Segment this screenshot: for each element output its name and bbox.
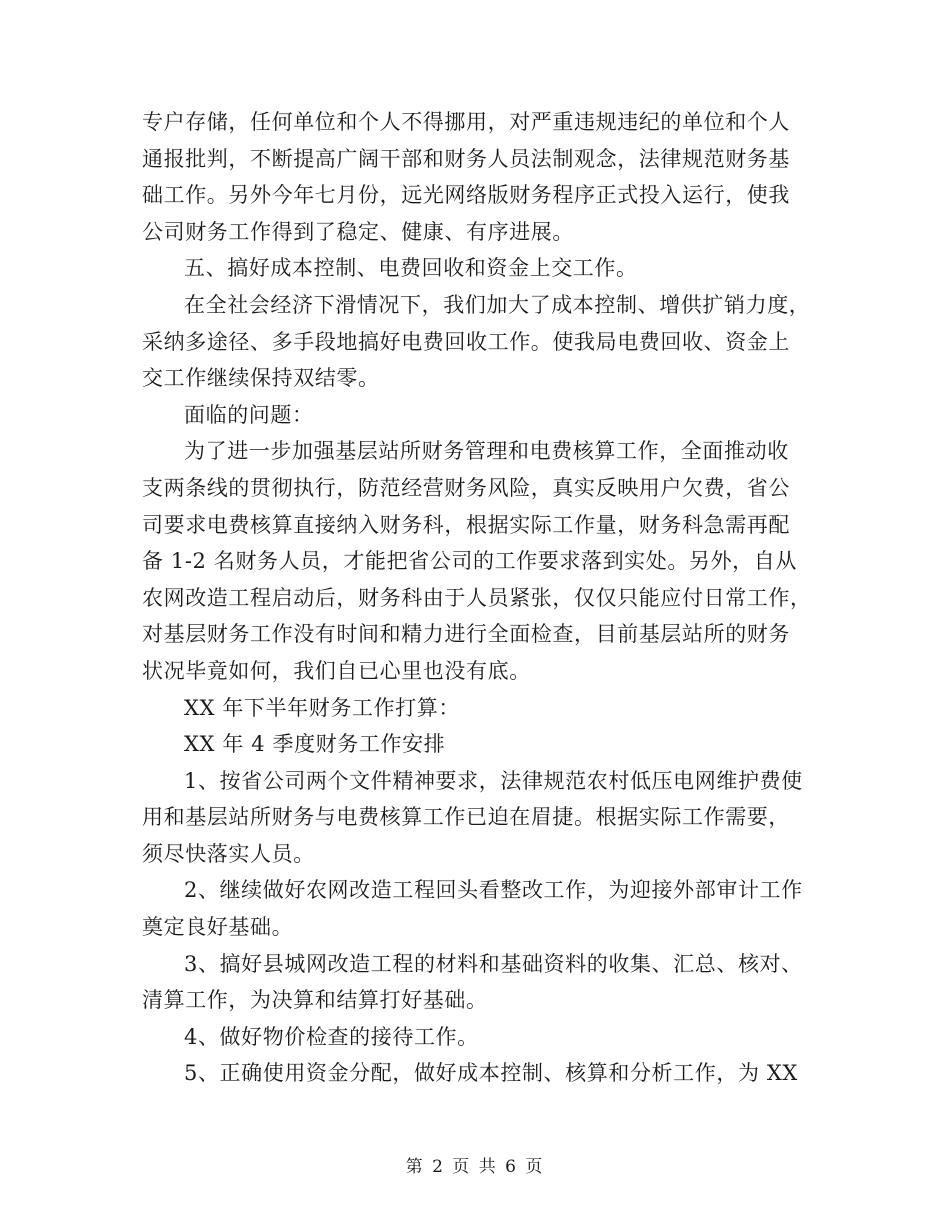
section-heading: XX 年下半年财务工作打算： (184, 695, 460, 720)
list-item: 4、做好物价检查的接待工作。 (184, 1024, 479, 1049)
text-line: 支两条线的贯彻执行，防范经营财务风险，真实反映用户欠费，省公 (142, 475, 790, 500)
text-line: 农网改造工程启动后，财务科由于人员紧张，仅仅只能应付日常工作， (142, 585, 812, 610)
section-heading: 五、搞好成本控制、电费回收和资金上交工作。 (184, 256, 638, 281)
document-body (142, 104, 812, 1092)
text-line: 司要求电费核算直接纳入财务科，根据实际工作量，财务科急需再配 (142, 512, 790, 537)
text-line: 备 1-2 名财务人员，才能把省公司的工作要求落到实处。另外，自从 (142, 549, 797, 574)
section-heading: 面临的问题： (184, 402, 314, 427)
text-line: 采纳多途径、多手段地搞好电费回收工作。使我局电费回收、资金上 (142, 329, 790, 354)
list-item: 2、继续做好农网改造工程回头看整改工作，为迎接外部审计工作 (184, 878, 803, 903)
text-line: 公司财务工作得到了稳定、健康、有序进展。 (142, 219, 574, 244)
text-line: 交工作继续保持双结零。 (142, 366, 380, 391)
text-line: 用和基层站所财务与电费核算工作已迫在眉捷。根据实际工作需要， (142, 805, 790, 830)
list-item: 5、正确使用资金分配，做好成本控制、核算和分析工作，为 XX (184, 1061, 798, 1086)
page-number-footer: 第 2 页 共 6 页 (405, 1157, 545, 1177)
text-line: 对基层财务工作没有时间和精力进行全面检查，目前基层站所的财务 (142, 622, 790, 647)
list-item: 3、搞好县城网改造工程的材料和基础资料的收集、汇总、核对、 (184, 951, 803, 976)
text-line: 须尽快落实人员。 (142, 841, 315, 866)
text-line: 通报批判，不断提高广阔干部和财务人员法制观念，法律规范财务基 (142, 146, 790, 171)
text-line: 础工作。另外今年七月份，远光网络版财务程序正式投入运行，使我 (142, 183, 790, 208)
text-line: 为了进一步加强基层站所财务管理和电费核算工作，全面推动收 (184, 439, 789, 464)
section-heading: XX 年 4 季度财务工作安排 (184, 732, 446, 757)
list-item: 1、按省公司两个文件精神要求，法律规范农村低压电网维护费使 (184, 768, 803, 793)
text-line: 奠定良好基础。 (142, 915, 294, 940)
text-line: 状况毕竟如何，我们自已心里也没有底。 (142, 658, 531, 683)
text-line: 清算工作，为决算和结算打好基础。 (142, 988, 488, 1013)
text-line: 在全社会经济下滑情况下，我们加大了成本控制、增供扩销力度， (184, 292, 811, 317)
text-line: 专户存储，任何单位和个人不得挪用，对严重违规违纪的单位和个人 (142, 110, 790, 134)
